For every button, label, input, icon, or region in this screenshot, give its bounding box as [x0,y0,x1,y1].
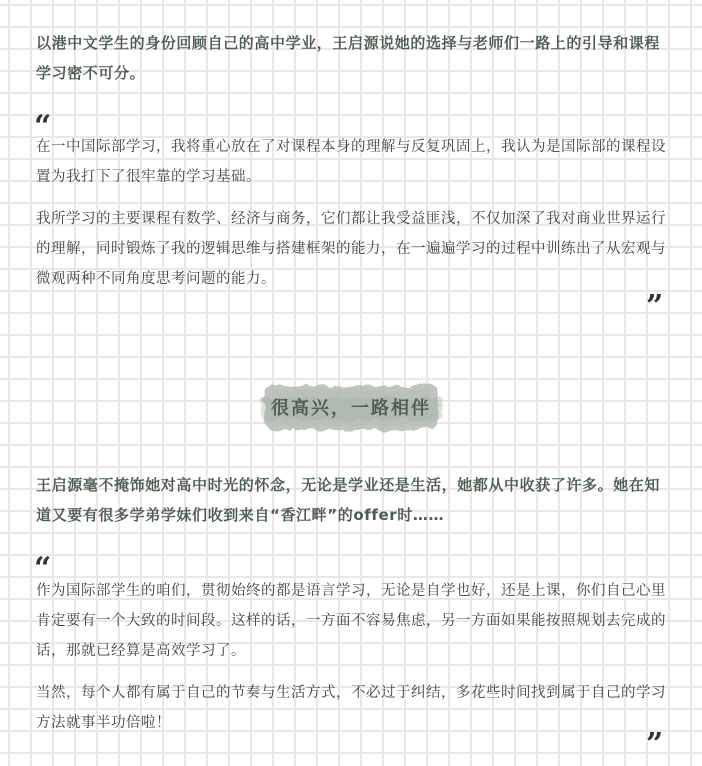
quote-block [36,576,668,738]
close-quote-mark: ” [646,289,664,324]
open-quote-mark: “ [34,109,52,144]
quote-paragraph: 作为国际部学生的咱们，贯彻始终的都是语言学习，无论是自学也好，还是上课，你们自己心里肯定要有一个大致的时间段。这样的话，一方面不容易焦虑，另一方面如果能按照规划去完成的话，那就已经算是高效学习了。 [36,583,666,659]
section-banner [256,380,446,436]
intro-paragraph: 王启源毫不掩饰她对高中时光的怀念，无论是学业还是生活，她都从中收获了许多。她在知道又要有很多学弟学妹们收到来自“香江畔”的offer时…… [36,476,661,524]
close-quote-mark: ” [646,727,664,762]
quote-paragraph: 在一中国际部学习，我将重心放在了对课程本身的理解与反复巩固上，我认为是国际部的课程设置为我打下了很牢靠的学习基础。 [36,139,666,185]
quote-paragraph: 我所学习的主要课程有数学、经济与商务，它们都让我受益匪浅，不仅加深了我对商业世界运行的理解，同时锻炼了我的逻辑思维与搭建框架的能力，在一遍遍学习的过程中训练出了从宏观与微观两种不同角度思考问题的能力。 [36,211,666,287]
quote-block [36,132,668,294]
intro-paragraph: 以港中文学生的身份回顾自己的高中学业，王启源说她的选择与老师们一路上的引导和课程学习密不可分。 [36,34,661,82]
open-quote-mark: “ [34,551,52,586]
banner-title: 很高兴，一路相伴 [271,398,431,419]
quote-paragraph: 当然，每个人都有属于自己的节奏与生活方式，不必过于纠结，多花些时间找到属于自己的学习方法就事半功倍啦！ [36,685,666,731]
